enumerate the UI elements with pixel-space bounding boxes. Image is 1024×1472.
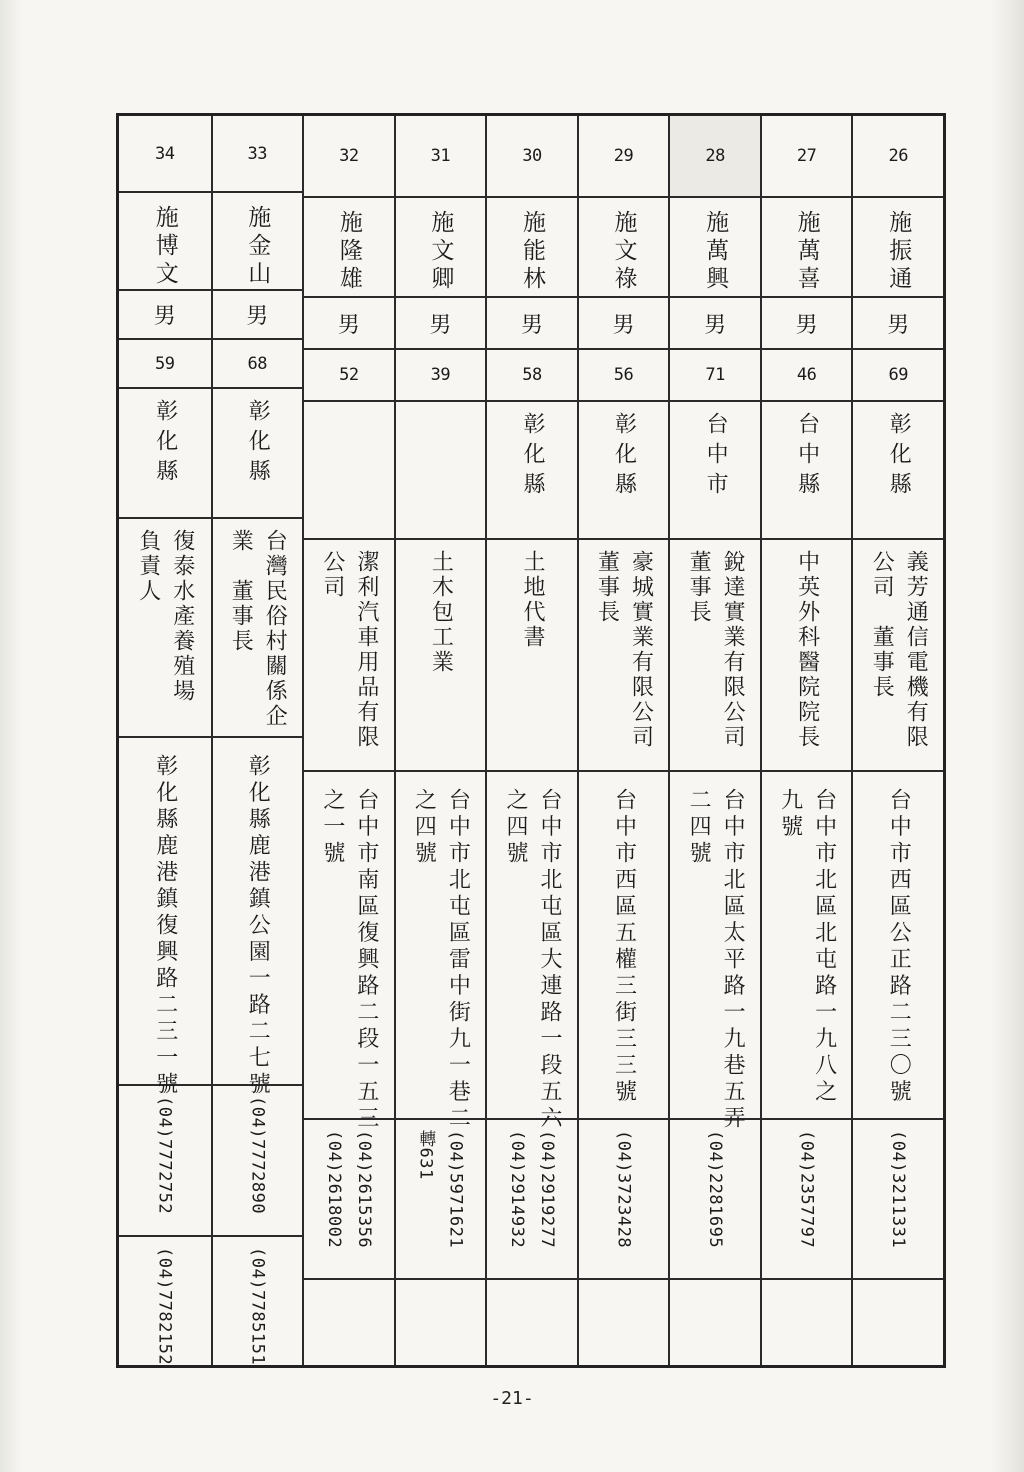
native-place: 彰化縣 — [152, 399, 178, 490]
member-sex: 男 — [612, 312, 635, 338]
entry-number-cell — [579, 116, 669, 198]
phone-2-cell — [670, 1280, 760, 1365]
entry-number: 33 — [247, 143, 268, 164]
phone-2: (04)7785151 — [247, 1246, 268, 1365]
native-place: 彰化縣 — [245, 399, 271, 490]
address-cell — [487, 772, 577, 1133]
member-name: 施萬喜 — [793, 210, 820, 294]
member-age-cell — [213, 340, 303, 389]
phone: (04)3723428 — [613, 1130, 634, 1249]
address: 台中市南區復興路二段一五三 之一號 — [319, 788, 379, 1133]
address: 台中市北區太平路一九巷五弄 二四號 — [686, 788, 746, 1133]
table-row — [485, 116, 577, 1365]
occupation: 銳達實業有限公司 董事長 — [686, 550, 746, 750]
member-sex-cell — [579, 298, 669, 350]
entry-number-cell — [213, 116, 303, 193]
address: 彰化縣鹿港鎮復興路二三一號 — [152, 753, 178, 1099]
member-age-cell — [119, 340, 211, 389]
member-name: 施萬興 — [702, 210, 729, 294]
occupation: 復泰水產養殖場 負責人 — [135, 529, 195, 705]
native-place-cell — [213, 389, 303, 519]
occupation-cell — [487, 540, 577, 772]
native-place: 台中縣 — [794, 412, 820, 502]
address: 台中市北屯區大連路一段五六 之四號 — [502, 788, 562, 1133]
member-age: 58 — [522, 365, 542, 385]
member-age-cell — [487, 350, 577, 402]
member-age-cell — [579, 350, 669, 402]
occupation: 潔利汽車用品有限 公司 — [319, 550, 379, 750]
phone-2-cell — [119, 1237, 211, 1365]
phone-2-cell — [762, 1280, 852, 1365]
phone-cell — [670, 1120, 760, 1280]
entry-number: 27 — [796, 146, 817, 166]
member-sex-cell — [762, 298, 852, 350]
table-row — [302, 116, 394, 1365]
entry-number: 34 — [154, 143, 175, 164]
member-name-cell — [579, 198, 669, 298]
phone-cell — [396, 1120, 486, 1280]
phone: (04)2281695 — [705, 1130, 726, 1249]
member-sex-cell — [853, 298, 943, 350]
member-age: 71 — [705, 365, 725, 385]
table-row — [668, 116, 760, 1365]
member-name-cell — [304, 198, 394, 298]
occupation-cell — [213, 519, 303, 738]
member-name: 施金山 — [244, 205, 271, 290]
member-sex-cell — [119, 291, 211, 340]
phone-2: (04)7782152 — [154, 1246, 175, 1365]
entry-number: 28 — [705, 146, 725, 166]
member-age-cell — [853, 350, 943, 402]
member-sex: 男 — [704, 312, 727, 338]
native-place-cell — [304, 402, 394, 540]
member-name: 施能林 — [518, 210, 545, 294]
phone-cell — [579, 1120, 669, 1280]
table-row — [211, 116, 303, 1365]
address: 彰化縣鹿港鎮公園一路二七號 — [245, 753, 271, 1099]
member-sex: 男 — [337, 312, 360, 338]
entry-number-cell — [119, 116, 211, 193]
phone-2-cell — [304, 1280, 394, 1365]
member-age: 59 — [154, 353, 175, 374]
native-place-cell — [119, 389, 211, 519]
table-row — [394, 116, 486, 1365]
member-name: 施文卿 — [427, 210, 454, 294]
entry-number-cell — [304, 116, 394, 198]
phone-2-cell — [579, 1280, 669, 1365]
table-row — [851, 116, 943, 1365]
member-name-cell — [670, 198, 760, 298]
member-name-cell — [119, 193, 211, 291]
member-name: 施隆雄 — [335, 210, 362, 294]
occupation-cell — [670, 540, 760, 772]
entry-number: 31 — [430, 146, 451, 166]
native-place: 彰化縣 — [886, 412, 912, 502]
entry-number-cell — [670, 116, 760, 198]
member-sex: 男 — [887, 312, 910, 338]
member-age: 69 — [888, 365, 908, 385]
phone: (04)5971621 轉631 — [415, 1130, 466, 1249]
page-number: -21- — [490, 1388, 534, 1409]
member-age-cell — [396, 350, 486, 402]
occupation-cell — [853, 540, 943, 772]
address-cell — [762, 772, 852, 1120]
entry-number-cell — [853, 116, 943, 198]
address-cell — [853, 772, 943, 1120]
member-name-cell — [487, 198, 577, 298]
member-directory-table — [116, 113, 946, 1368]
member-name: 施文祿 — [610, 210, 637, 294]
occupation: 土地代書 — [519, 550, 545, 650]
entry-number-cell — [762, 116, 852, 198]
address: 台中市西區公正路二三〇號 — [886, 788, 912, 1106]
entry-number-cell — [396, 116, 486, 198]
occupation-cell — [304, 540, 394, 772]
entry-number-cell — [487, 116, 577, 198]
occupation-cell — [119, 519, 211, 738]
member-age: 39 — [430, 365, 451, 385]
table-row — [760, 116, 852, 1365]
entry-number: 30 — [522, 146, 542, 166]
entry-number: 32 — [339, 146, 359, 166]
phone: (04)7772752 — [154, 1095, 175, 1215]
member-name: 施振通 — [885, 210, 912, 294]
member-age-cell — [304, 350, 394, 402]
member-sex-cell — [396, 298, 486, 350]
native-place: 彰化縣 — [611, 412, 637, 502]
entry-number: 26 — [888, 146, 908, 166]
member-age: 46 — [796, 365, 817, 385]
native-place-cell — [762, 402, 852, 540]
native-place-cell — [579, 402, 669, 540]
address-cell — [396, 772, 486, 1133]
member-sex: 男 — [520, 312, 543, 338]
phone: (04)2615356 (04)2618002 — [323, 1130, 374, 1249]
member-name-cell — [853, 198, 943, 298]
occupation: 義芳通信電機有限 公司 董事長 — [869, 550, 929, 750]
native-place-cell — [396, 402, 486, 540]
table-row — [577, 116, 669, 1365]
member-age: 68 — [247, 353, 268, 374]
phone-2-cell — [213, 1237, 303, 1365]
phone-cell — [213, 1086, 303, 1237]
member-sex: 男 — [795, 312, 818, 338]
member-name: 施博文 — [151, 205, 178, 290]
phone: (04)2919277 (04)2914932 — [506, 1130, 557, 1249]
phone-cell — [119, 1086, 211, 1237]
phone-cell — [762, 1120, 852, 1280]
occupation: 台灣民俗村關係企 業 董事長 — [228, 529, 288, 730]
member-age: 52 — [339, 365, 359, 385]
member-age-cell — [762, 350, 852, 402]
member-sex-cell — [213, 291, 303, 340]
phone-cell — [304, 1120, 394, 1280]
scan-edge-left — [0, 0, 22, 1472]
native-place-cell — [670, 402, 760, 540]
native-place-cell — [853, 402, 943, 540]
native-place-cell — [487, 402, 577, 540]
occupation-cell — [396, 540, 486, 772]
address-cell — [670, 772, 760, 1133]
member-sex: 男 — [153, 304, 176, 330]
member-name-cell — [396, 198, 486, 298]
address: 台中市北區北屯路一九八之 九號 — [777, 788, 837, 1106]
phone: (04)3211331 — [888, 1130, 909, 1249]
member-name-cell — [213, 193, 303, 291]
occupation: 豪城實業有限公司 董事長 — [594, 550, 654, 750]
occupation: 中英外科醫院院長 — [794, 550, 820, 750]
phone-2-cell — [396, 1280, 486, 1365]
address-cell — [579, 772, 669, 1120]
address: 台中市北屯區雷中街九一巷二 之四號 — [411, 788, 471, 1133]
phone: (04)2357797 — [796, 1130, 817, 1249]
member-age: 56 — [613, 365, 634, 385]
member-sex-cell — [487, 298, 577, 350]
occupation-cell — [762, 540, 852, 772]
phone-2-cell — [487, 1280, 577, 1365]
occupation-cell — [579, 540, 669, 772]
address-cell — [304, 772, 394, 1133]
native-place: 台中市 — [703, 412, 729, 502]
table-row — [119, 116, 211, 1365]
phone-cell — [487, 1120, 577, 1280]
native-place: 彰化縣 — [519, 412, 545, 502]
phone-cell — [853, 1120, 943, 1280]
phone-2-cell — [853, 1280, 943, 1365]
phone: (04)7772890 — [247, 1095, 268, 1215]
member-sex: 男 — [246, 304, 269, 330]
member-name-cell — [762, 198, 852, 298]
occupation: 土木包工業 — [428, 550, 454, 675]
entry-number: 29 — [613, 146, 634, 166]
member-sex: 男 — [429, 312, 452, 338]
member-sex-cell — [670, 298, 760, 350]
member-age-cell — [670, 350, 760, 402]
address: 台中市西區五權三街三三號 — [611, 788, 637, 1106]
address-cell — [213, 738, 303, 1099]
address-cell — [119, 738, 211, 1099]
scan-edge-right — [990, 0, 1024, 1472]
member-sex-cell — [304, 298, 394, 350]
